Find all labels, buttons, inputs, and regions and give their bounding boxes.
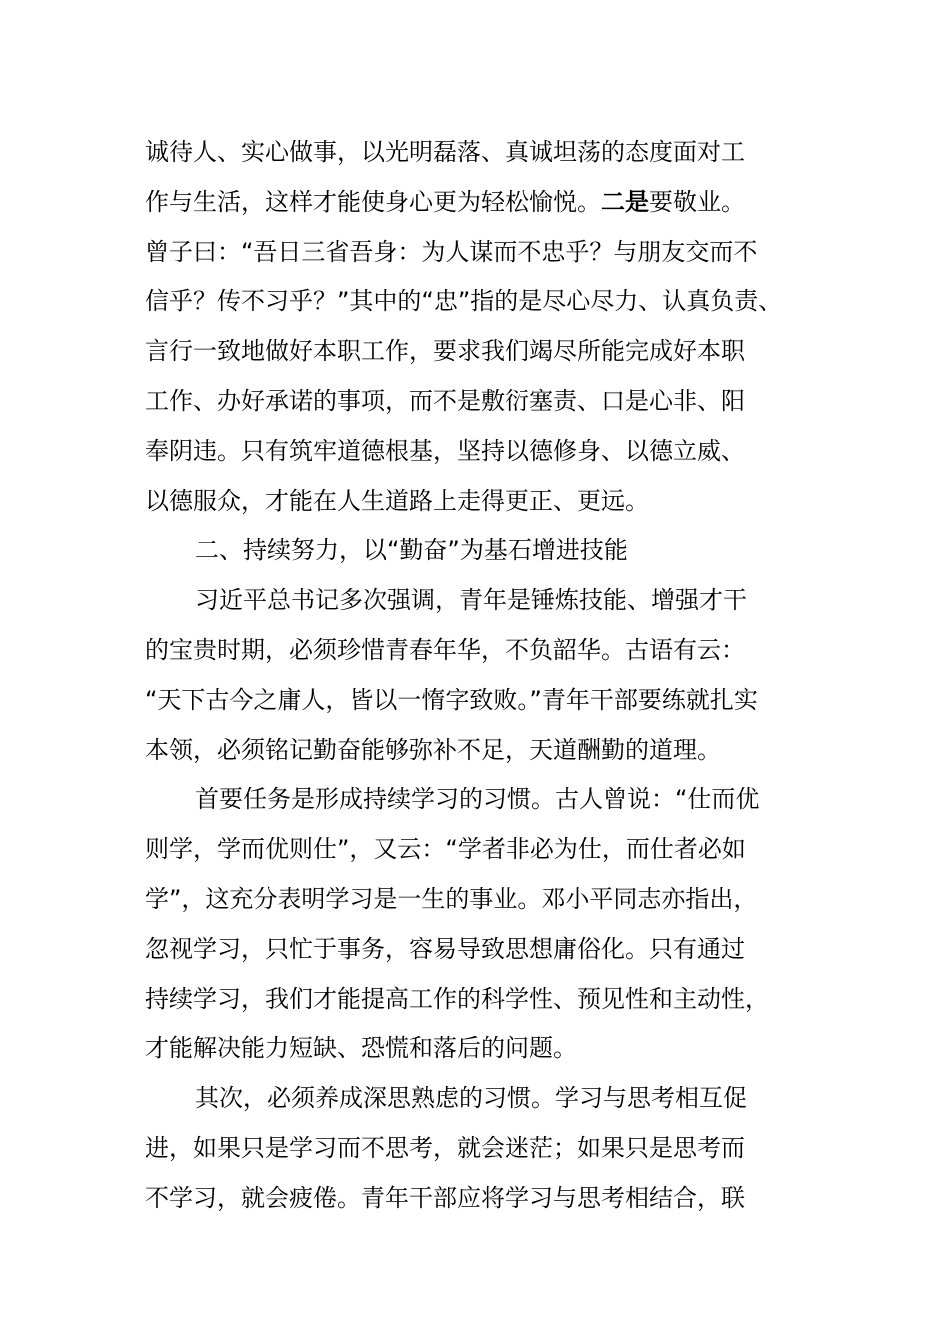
text-line: 言行一致地做好本职工作，要求我们竭尽所能完成好本职	[145, 337, 745, 366]
text-line: 工作、办好承诺的事项，而不是敷衍塞责、口是心非、阳	[145, 386, 745, 415]
section-heading: 二、持续努力，以“勤奋”为基石增进技能	[195, 536, 628, 565]
paragraph-start: 首要任务是形成持续学习的习惯。古人曾说：“仕而优	[195, 785, 760, 814]
bold-marker: 二是	[601, 187, 649, 216]
paragraph-start: 习近平总书记多次强调，青年是锤炼技能、增强才干	[195, 586, 747, 615]
text-line	[145, 178, 807, 228]
text-line: 的宝贵时期，必须珍惜青春年华，不负韶华。古语有云：	[145, 635, 745, 664]
text-line: 以德服众，才能在人生道路上走得更正、更远。	[145, 486, 649, 515]
text-line: 持续学习，我们才能提高工作的科学性、预见性和主动性，	[145, 984, 769, 1013]
text-line: 奉阴违。只有筑牢道德根基，坚持以德修身、以德立威、	[145, 436, 745, 465]
text-line: 信乎？传不习乎？”其中的“忠”指的是尽心尽力、认真负责、	[145, 287, 783, 316]
text-line: 曾子曰：“吾日三省吾身：为人谋而不忠乎？与朋友交而不	[145, 237, 758, 266]
text-segment: 作与生活，这样才能使身心更为轻松愉悦。	[145, 187, 601, 216]
text-line: 本领，必须铭记勤奋能够弥补不足，天道酬勤的道理。	[145, 735, 721, 764]
text-segment: 要敬业。	[649, 187, 745, 216]
paragraph-start: 其次，必须养成深思熟虑的习惯。学习与思考相互促	[195, 1084, 747, 1113]
text-line: 学”，这充分表明学习是一生的事业。邓小平同志亦指出，	[145, 884, 758, 913]
text-line: 不学习，就会疲倦。青年干部应将学习与思考相结合，联	[145, 1183, 745, 1212]
text-line: 则学，学而优则仕”，又云：“学者非必为仕，而仕者必如	[145, 835, 746, 864]
text-line: 诚待人、实心做事，以光明磊落、真诚坦荡的态度面对工	[145, 138, 745, 166]
document-page	[145, 128, 807, 1224]
text-line: 忽视学习，只忙于事务，容易导致思想庸俗化。只有通过	[145, 934, 745, 963]
text-line: 才能解决能力短缺、恐慌和落后的问题。	[145, 1034, 577, 1063]
text-line: “天下古今之庸人，皆以一惰字致败。”青年干部要练就扎实	[145, 685, 758, 714]
text-line: 进，如果只是学习而不思考，就会迷茫；如果只是思考而	[145, 1133, 745, 1162]
